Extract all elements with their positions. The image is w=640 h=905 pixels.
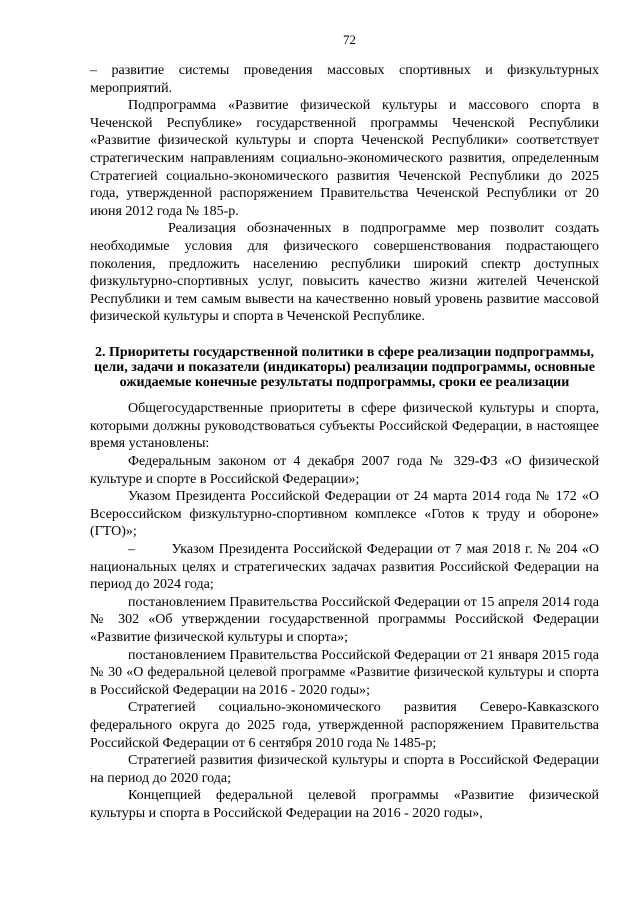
- section-heading: 2. Приоритеты государственной политики в сфере реализации подпрограммы, цели, задачи и показатели (индикаторы) реализации подпрограммы, основные ожидаемые конечные результаты подпрограммы, сроки ее реализации: [94, 344, 595, 390]
- paragraph: Подпрограмма «Развитие физической культуры и массового спорта в Чеченской Республике» государственной программы Чеченской Республики «Развитие физической культуры и спорта Чеченской Республики» соответствует стратегическим направлениям социально-экономического развития, определенным Стратегией социально-экономического развития Чеченской Республики до 2025 года, утвержденной распоряжением Правительства Чеченской Республики от 20 июня 2012 года № 185-р.: [90, 98, 599, 219]
- list-item: Федеральным законом от 4 декабря 2007 года № 329-ФЗ «О физической культуре и спорте в Российской Федерации»;: [90, 454, 599, 487]
- list-item: Указом Президента Российской Федерации от 24 марта 2014 года № 172 «О Всероссийском физкультурно-спортивном комплексе «Готов к труду и обороне» (ГТО)»;: [90, 489, 599, 540]
- list-item: Концепцией федеральной целевой программы «Развитие физической культуры и спорта в Российской Федерации на 2016 - 2020 годы»,: [90, 788, 599, 821]
- priorities-section: [90, 400, 603, 822]
- paragraph: – развитие системы проведения массовых спортивных и физкультурных мероприятий.: [90, 63, 599, 96]
- intro-section: [90, 62, 599, 326]
- list-item: – Указом Президента Российской Федерации от 7 мая 2018 г. № 204 «О национальных целях и стратегических задачах развития Российской Федерации на период до 2024 года;: [90, 542, 603, 593]
- page-number: 72: [343, 32, 356, 47]
- list-item: постановлением Правительства Российской Федерации от 15 апреля 2014 года № 302 «Об утверждении государственной программы Российской Федерации «Развитие физической культуры и спорта»;: [90, 594, 599, 646]
- paragraph: Реализация обозначенных в подпрограмме мер позволит создать необходимые условия для физического совершенствования подрастающего поколения, предложить населению республики широкий спектр доступных физкультурно-спортивных услуг, повысить качество жизни жителей Чеченской Республики и тем самым вывести на качественно новый уровень развитие массовой физической культуры и спорта в Чеченской Республике.: [90, 221, 599, 325]
- list-item: постановлением Правительства Российской Федерации от 21 января 2015 года № 30 «О федеральной целевой программе «Развитие физической культуры и спорта в Российской Федерации на 2016 - 2020 годы»;: [90, 647, 599, 698]
- paragraph: Общегосударственные приоритеты в сфере физической культуры и спорта, которыми должны руководствоваться субъекты Российской Федерации, в настоящее время установлены:: [90, 401, 599, 452]
- list-item: Стратегией социально-экономического развития Северо-Кавказского федерального округа до 2025 года, утвержденной распоряжением Правительства Российской Федерации от 6 сентября 2010 года № 1485-р;: [90, 700, 599, 751]
- list-item: Стратегией развития физической культуры и спорта в Российской Федерации на период до 2020 года;: [90, 753, 599, 786]
